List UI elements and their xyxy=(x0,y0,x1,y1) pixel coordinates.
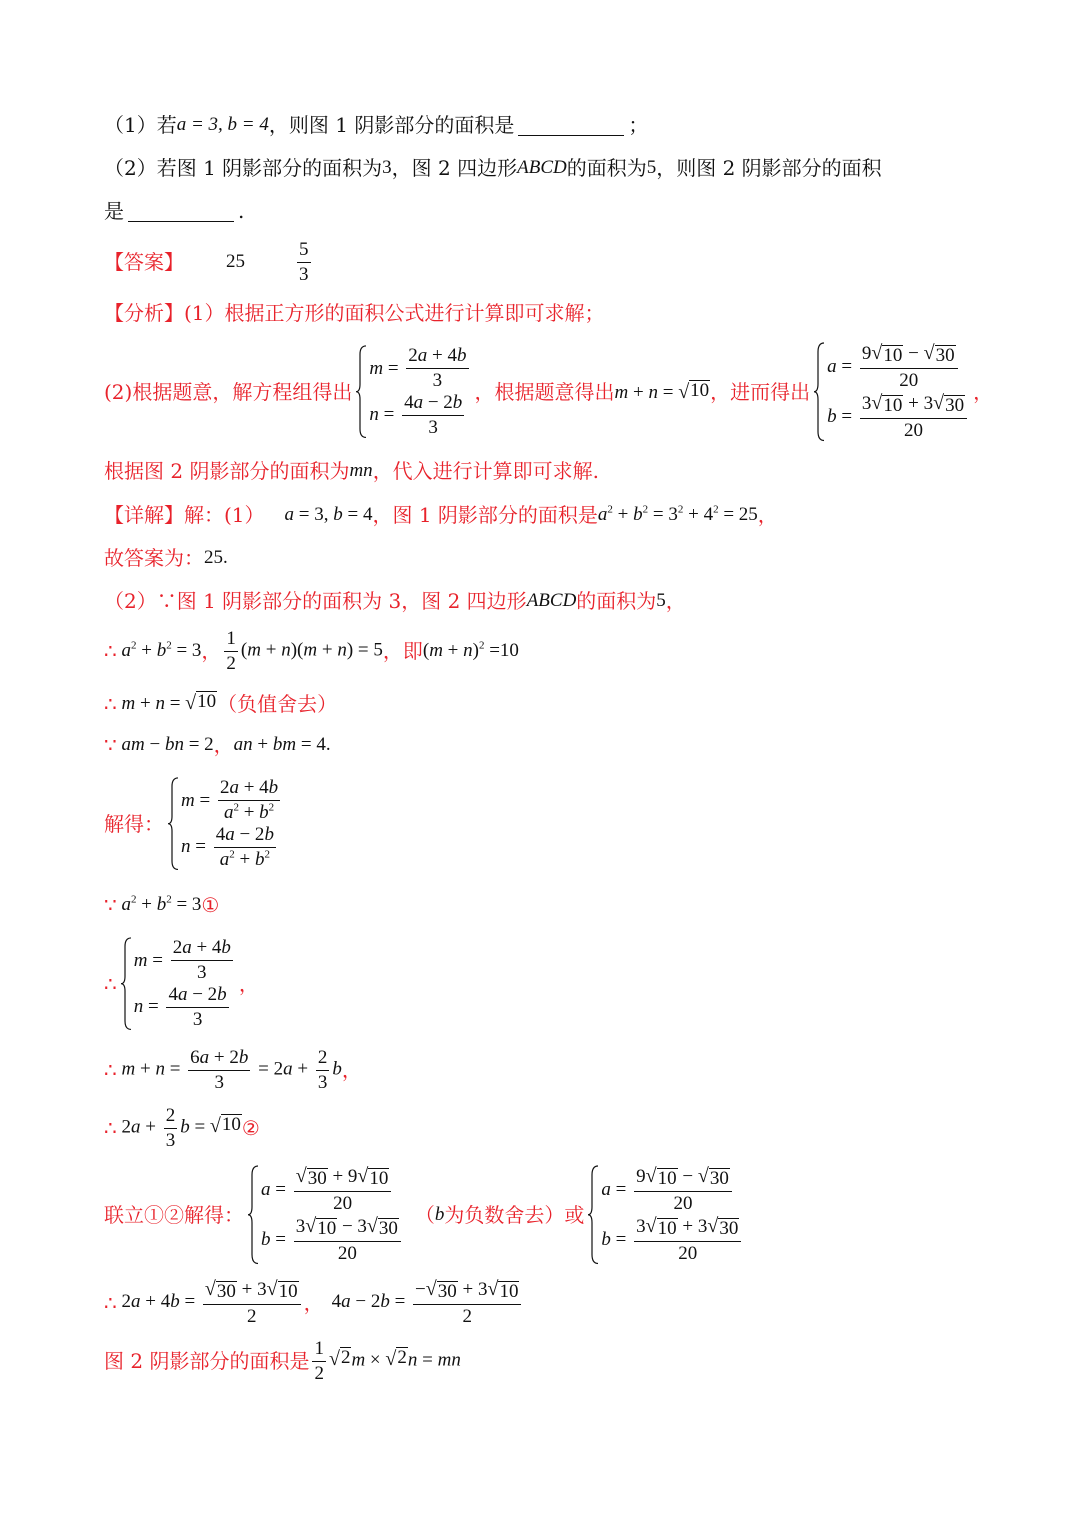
detail-s12-c: b xyxy=(434,1204,445,1225)
detail-s1-c: ， xyxy=(757,503,778,527)
analysis-3 xyxy=(104,456,599,486)
detail-4: ∴ $a^2 + b^2 = 3$ ， $\frac{1}{2}$ (m + n)(m + n) = 5 ，即 $(m + n)^2 =10$ xyxy=(104,627,519,674)
detail-s6-sep: ， xyxy=(213,733,234,757)
answer-fraction xyxy=(297,239,311,286)
detail-8: ∵ $a^2 + b^2 = 3$ ① xyxy=(104,890,219,920)
detail-5: ∴ m + n = √ 10 （负值舍去） xyxy=(104,688,337,719)
analysis-p2-b: ，根据题意得出 xyxy=(474,380,615,404)
q2-end: . xyxy=(238,199,245,223)
analysis-2: (2)根据题意，解方程组得出 m = $\frac{2a + 4b}{3}$ n = $\frac{4a - 2b}{3}$ ，根据题意得出 m + n = √ 10 ，进而得出 a = 9 √ 10 − √ 30 20 b = 3 √ 10 + 3 √ 30 20 ， xyxy=(104,342,994,441)
detail-2 xyxy=(104,543,228,573)
answer-line xyxy=(104,240,314,284)
detail-s6-end: . xyxy=(325,734,331,755)
detail-12 xyxy=(104,1160,747,1270)
detail-s2-a: 故答案为： xyxy=(104,546,204,570)
detail-s12-a: 联立①②解得： xyxy=(104,1203,244,1227)
equation-system-4: m = $\frac{2a + 4b}{3}$ n = $\frac{4a - 2b}{3}$ xyxy=(120,937,236,1030)
q2-value-1: 3 xyxy=(382,157,392,178)
detail-s2-c: . xyxy=(223,547,228,568)
q2-mid-1: ，图 2 四边形 xyxy=(391,156,518,180)
therefore-symbol: ∴ xyxy=(104,1291,117,1315)
question-2-cont xyxy=(104,196,244,226)
detail-7 xyxy=(104,772,286,876)
detail-s3-value: 5 xyxy=(656,590,666,611)
q2-abcd: ABCD xyxy=(517,157,567,178)
q2-mid-3: ，则图 2 阴影部分的面积 xyxy=(656,156,882,180)
circled-2: ② xyxy=(241,1116,260,1140)
therefore-symbol: ∴ xyxy=(104,639,117,663)
q1-prefix: （1）若 xyxy=(104,113,177,137)
detail-s2-b: 25 xyxy=(204,547,223,568)
analysis-p3-a: 根据图 2 阴影部分的面积为 xyxy=(104,459,350,483)
q1-mid: ，则图 1 阴影部分的面积是 xyxy=(268,113,515,137)
detail-s14: 图 2 阴影部分的面积是 xyxy=(104,1349,310,1373)
answer-fraction-num: 5 xyxy=(297,239,311,263)
q1-condition: a = 3, b = 4 xyxy=(176,114,269,135)
therefore-symbol: ∴ xyxy=(104,1058,117,1082)
equation-system-2: a = 9 √ 10 − √ 30 20 b = 3 √ 10 + 3 √ 30 20 xyxy=(813,342,970,441)
equation-system-6: a = 9 √ 10 − √ 30 20 b = 3 √ 10 + 3 √ 30 20 xyxy=(587,1165,744,1264)
detail-3 xyxy=(104,586,686,616)
detail-14: 图 2 阴影部分的面积是 $\frac{1}{2}$ √ 2 m × √ 2 n = mn xyxy=(104,1337,461,1384)
answer-fraction-den: 3 xyxy=(299,263,309,285)
detail-6: ∵ am − bn = 2 ， an + bm = 4 . xyxy=(104,730,331,760)
detail-s3-b: 的面积为 xyxy=(576,589,657,613)
therefore-symbol: ∴ xyxy=(104,1116,117,1140)
q2-value-2: 5 xyxy=(646,157,657,178)
analysis-label: 【分析】 xyxy=(104,301,184,325)
detail-s5-note: （负值舍去） xyxy=(217,691,338,716)
detail-s4-c: ，即 xyxy=(382,639,423,663)
analysis-p3-c: ，代入进行计算即可求解. xyxy=(372,459,600,483)
detail-s13-sep: ， xyxy=(303,1291,324,1315)
analysis-p2-a: (2)根据题意，解方程组得出 xyxy=(104,380,353,404)
detail-1: 【详解】 解：(1） a = 3, b = 4 ，图 1 阴影部分的面积是 $a^2 + b^2 = 3^2 + 4^2 = 25$ ， xyxy=(104,500,778,530)
q1-answer-blank xyxy=(518,115,624,136)
detail-s3-c: ， xyxy=(665,589,686,613)
analysis-p2-d: ， xyxy=(973,380,994,404)
detail-s4-sep: ， xyxy=(201,639,222,663)
because-symbol: ∵ xyxy=(104,733,117,757)
question-2 xyxy=(104,153,882,183)
q2-answer-blank xyxy=(128,201,234,222)
detail-13: ∴ 2a + 4b = √ 30 + 3 √ 10 2 ， 4a − 2b = − √ 30 + 3 √ 10 2 xyxy=(104,1278,524,1328)
detail-s12-d: 为负数舍去）或 xyxy=(444,1203,585,1227)
analysis-1 xyxy=(104,298,605,328)
detail-s1-b: ，图 1 阴影部分的面积是 xyxy=(372,503,598,527)
detail-10: ∴ m + n = $\frac{6a + 2b}{3}$ = 2a + $\frac{2}{3}$ b ， xyxy=(104,1046,362,1093)
detail-s1-a: 解：(1） xyxy=(184,503,265,527)
q2-line2: 是 xyxy=(104,199,124,223)
equation-system-5: a = √ 30 + 9 √ 10 20 b = 3 √ 10 − 3 √ 30 20 xyxy=(247,1165,404,1264)
analysis-p1: (1）根据正方形的面积公式进行计算即可求解； xyxy=(184,301,605,325)
answer-label: 【答案】 xyxy=(104,250,184,274)
q1-end: ； xyxy=(628,113,649,137)
therefore-symbol: ∴ xyxy=(104,972,117,996)
detail-s10-comma: ， xyxy=(341,1058,362,1082)
detail-9 xyxy=(104,932,259,1036)
q2-mid-2: 的面积为 xyxy=(566,156,647,180)
detail-s7: 解得： xyxy=(104,812,164,836)
question-1 xyxy=(104,110,648,140)
therefore-symbol: ∴ xyxy=(104,691,117,716)
equation-system-1: m = $\frac{2a + 4b}{3}$ n = $\frac{4a - 2b}{3}$ xyxy=(355,345,471,438)
detail-abcd: ABCD xyxy=(526,590,577,611)
detail-11: ∴ 2a + $\frac{2}{3}$ b = √ 10 ② xyxy=(104,1104,260,1151)
analysis-p3-b: mn xyxy=(349,460,373,481)
circled-1: ① xyxy=(201,893,220,917)
because-symbol: ∵ xyxy=(104,893,117,917)
equation-system-3: m = $\frac{2a + 4b}{a^2 + b^2}$ n = $\frac{4a - 2b}{a^2 + b^2}$ xyxy=(167,777,283,870)
detail-s3-a: （2）∵图 1 阴影部分的面积为 3，图 2 四边形 xyxy=(104,589,527,613)
q2-prefix: （2）若图 1 阴影部分的面积为 xyxy=(104,156,383,180)
answer-value-1: 25 xyxy=(226,251,245,272)
analysis-p2-c: ，进而得出 xyxy=(710,380,811,404)
detail-s9-comma: ， xyxy=(238,972,259,996)
detail-label: 【详解】 xyxy=(104,503,184,527)
detail-s12-b: （ xyxy=(414,1203,435,1227)
